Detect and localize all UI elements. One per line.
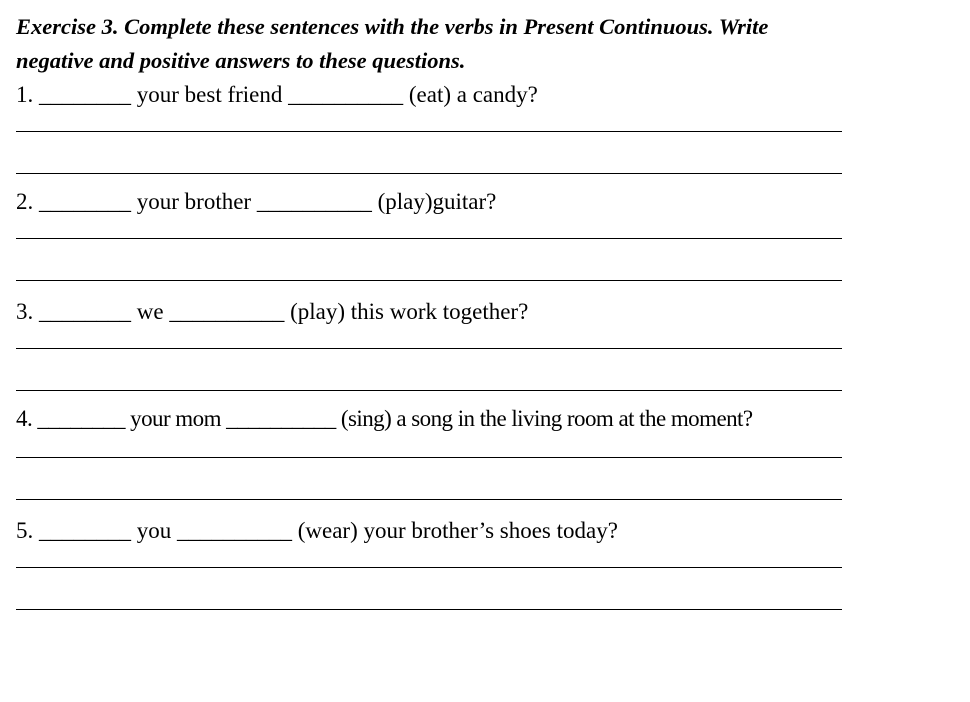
answer-line-4a[interactable] <box>16 457 842 458</box>
answer-line-3b[interactable] <box>16 390 842 391</box>
answer-line-5b[interactable] <box>16 609 842 610</box>
answer-line-1a[interactable] <box>16 131 842 132</box>
answer-line-4b[interactable] <box>16 499 842 500</box>
question-5: 5. ________ you __________ (wear) your brother’s shoes today? <box>16 518 618 543</box>
answer-line-2a[interactable] <box>16 238 842 239</box>
exercise-instructions <box>16 10 964 78</box>
answer-line-1b[interactable] <box>16 173 842 174</box>
instructions-line-1: Exercise 3. Complete these sentences with the verbs in Present Continuous. Write <box>16 14 769 39</box>
question-1: 1. ________ your best friend __________ (eat) a candy? <box>16 82 538 107</box>
worksheet <box>16 10 964 610</box>
question-3: 3. ________ we __________ (play) this work together? <box>16 299 529 324</box>
answer-line-5a[interactable] <box>16 567 842 568</box>
answer-line-3a[interactable] <box>16 348 842 349</box>
question-4: 4. ________ your mom __________ (sing) a song in the living room at the moment? <box>16 406 753 431</box>
answer-line-2b[interactable] <box>16 280 842 281</box>
instructions-line-2: negative and positive answers to these questions. <box>16 48 466 73</box>
question-2: 2. ________ your brother __________ (play)guitar? <box>16 189 497 214</box>
